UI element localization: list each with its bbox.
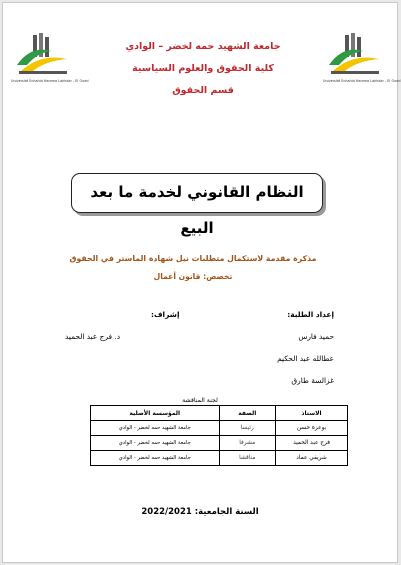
logo-caption-left: Université Echahid Hamma Lakhdar - El Oued: [11, 79, 89, 83]
document-page: [2, 2, 401, 563]
committee-caption: لجنة المناقشة: [182, 397, 218, 404]
column-header: المؤسسة الأصلية: [91, 406, 220, 421]
table-cell: فرج عبد الحميد: [276, 436, 348, 451]
department-name: قسم الحقوق: [172, 85, 234, 96]
title-box: [71, 173, 323, 237]
supervisor-label: إشراف:: [151, 310, 180, 319]
specialization: تخصص: قانون أعمال: [153, 272, 233, 281]
table-cell: شريفي عماد: [276, 451, 348, 466]
faculty-name: كلية الحقوق والعلوم السياسية: [132, 63, 274, 74]
table-row: [91, 451, 348, 466]
page-header: [3, 3, 401, 103]
table-cell: رئيسا: [219, 421, 276, 436]
table-header-row: [91, 406, 348, 421]
table-cell: مناقشا: [219, 451, 276, 466]
university-name: جامعة الشهيد حمه لخضر – الوادي: [125, 41, 281, 52]
table-row: [91, 436, 348, 451]
academic-year: السنة الجامعية: 2022/2021: [141, 507, 259, 517]
column-header: الاستاذ: [276, 406, 348, 421]
students-label: إعداد الطلبة:: [287, 310, 334, 319]
table-cell: جامعة الشهيد حمه لخضر - الوادي: [91, 436, 220, 451]
table-cell: جامعة الشهيد حمه لخضر - الوادي: [91, 451, 220, 466]
university-logo-right: [323, 31, 401, 83]
student-name: غزالسة طارق: [291, 376, 334, 385]
memo-statement: مذكرة مقدمة لاستكمال متطلبات نيل شهادة الماستر في الحقوق: [69, 254, 317, 263]
supervisor-name: د. فرج عبد الحميد: [65, 332, 121, 341]
thesis-title: النظام القانوني لخدمة ما بعد البيع: [90, 183, 304, 237]
committee-table: [90, 405, 348, 466]
university-logo-left: [11, 31, 89, 83]
logo-caption-right: Université Echahid Hamma Lakhdar - El Oued: [323, 79, 401, 83]
student-name: عطالله عبد الحكيم: [277, 354, 334, 363]
table-cell: جامعة الشهيد حمه لخضر - الوادي: [91, 421, 220, 436]
table-row: [91, 421, 348, 436]
column-header: الصفة: [219, 406, 276, 421]
institution-heading: [93, 36, 313, 102]
table-cell: مشرفا: [219, 436, 276, 451]
table-cell: بوعزة حسن: [276, 421, 348, 436]
student-name: حميد فارس: [298, 332, 334, 341]
